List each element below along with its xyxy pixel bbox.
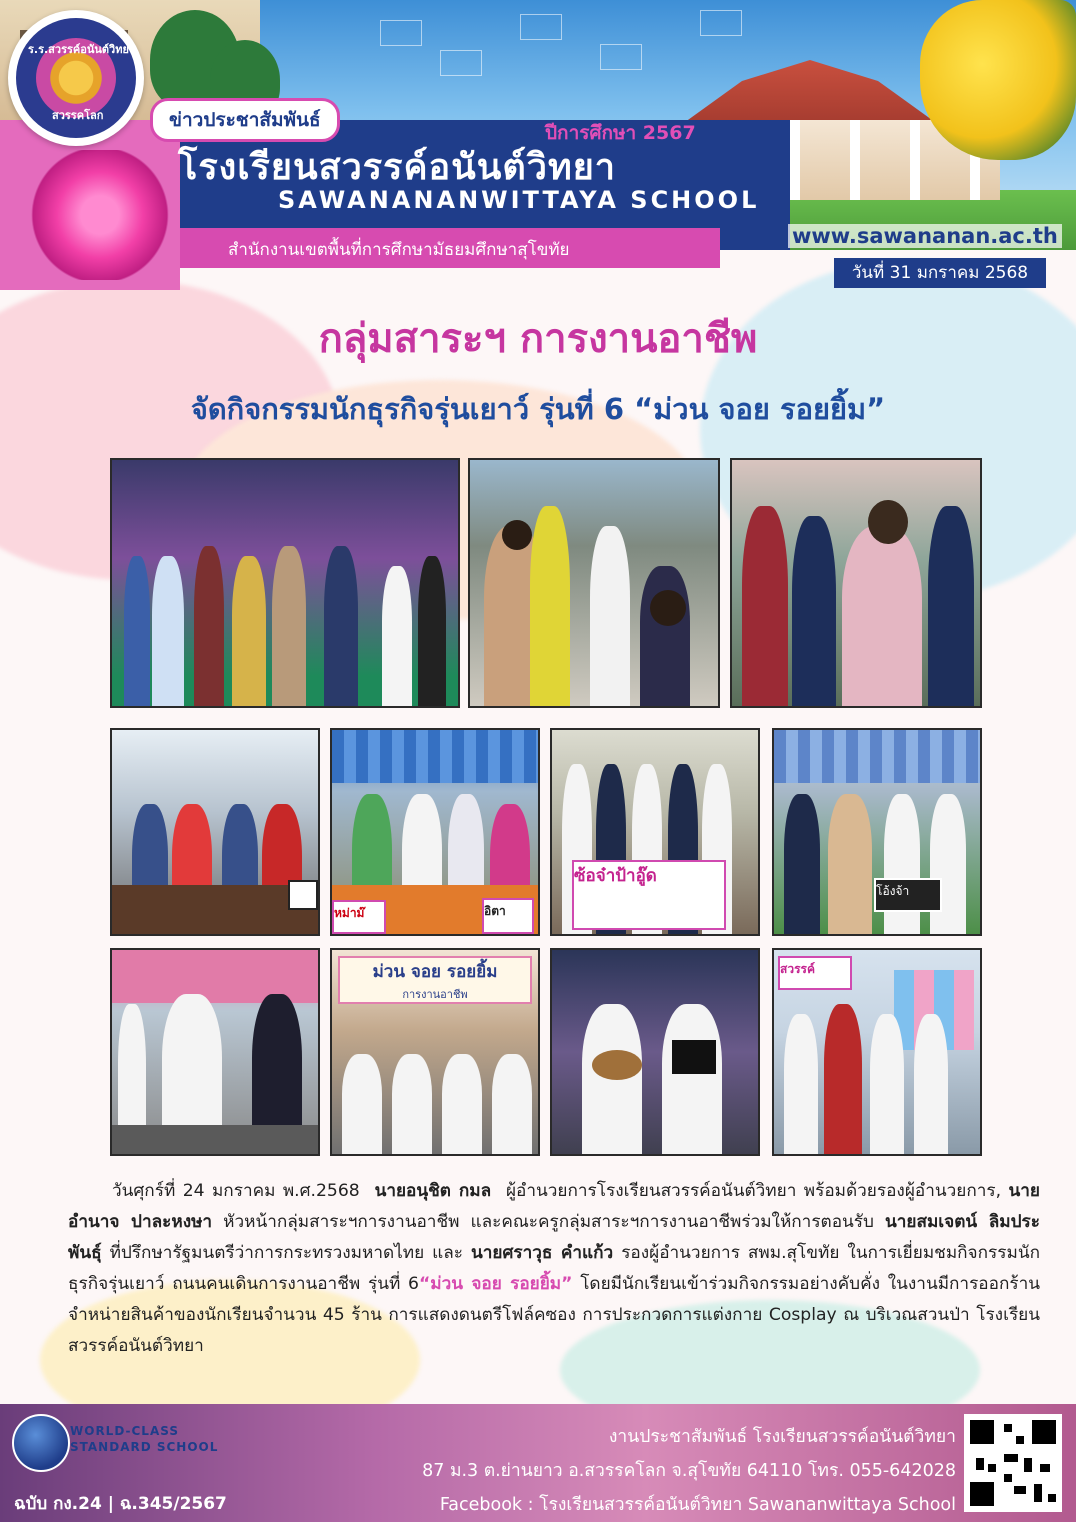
hex-decoration xyxy=(600,44,642,70)
stall-sign-text: อิตา xyxy=(484,904,506,918)
event-banner-subtext: การงานอาชีพ xyxy=(402,988,468,1001)
person-name: นายสมเจตน์ ลิมประพันธุ์ xyxy=(68,1212,1040,1263)
person-name: นายศราวุธ คำแก้ว xyxy=(471,1243,614,1263)
qr-code-icon[interactable] xyxy=(964,1414,1062,1512)
pink-flower-decoration xyxy=(30,150,170,280)
academic-year: ปีการศึกษา 2567 xyxy=(545,122,696,144)
website-link[interactable]: www.sawananan.ac.th xyxy=(788,224,1062,248)
footer-pr-office: งานประชาสัมพันธ์ โรงเรียนสวรรค์อนันต์วิทยา xyxy=(608,1427,956,1447)
subheadline: จัดกิจกรรมนักธุรกิจรุ่นเยาว์ รุ่นที่ 6 “ม่วน จอย รอยยิ้ม” xyxy=(190,392,886,426)
body-text: รองผู้อำนวยการ สพม.สุโขทัย ในการเยี่ยมชมกิจกรรมนักธุรกิจรุ่นเยาว์ ถนนคนเดินการงานอาชีพ รุ่นที่ 6 xyxy=(68,1243,1040,1294)
news-date: วันที่ 31 มกราคม 2568 xyxy=(834,258,1046,288)
photo-event-banner xyxy=(330,948,540,1156)
issue-number: ฉบับ กง.24 | ฉ.345/2567 xyxy=(14,1494,227,1514)
stall-sign-text: ซ้อจ๋าป้าอู๊ด xyxy=(574,866,657,886)
hex-decoration xyxy=(380,20,422,46)
hex-decoration xyxy=(700,10,742,36)
body-text: วันศุกร์ที่ 24 มกราคม พ.ศ.2568 xyxy=(112,1181,360,1201)
news-body xyxy=(68,1176,1040,1362)
photo-stall-4 xyxy=(772,728,982,936)
news-label: ข่าวประชาสัมพันธ์ xyxy=(150,98,340,142)
hex-decoration xyxy=(440,50,482,76)
person-name: นายอนุชิต กมล xyxy=(374,1181,492,1201)
footer-address: 87 ม.3 ต.ย่านยาว อ.สวรรคโลก จ.สุโขทัย 64110 โทร. 055-642028 xyxy=(422,1461,956,1481)
photo-stall-2 xyxy=(330,728,540,936)
body-text: หัวหน้ากลุ่มสาระฯการงานอาชีพ และคณะครูกลุ่มสาระฯการงานอาชีพร่วมให้การตอนรับ xyxy=(223,1212,874,1232)
hex-decoration xyxy=(520,14,562,40)
globe-icon xyxy=(12,1414,70,1472)
footer-facebook[interactable]: Facebook : โรงเรียนสวรรค์อนันต์วิทยา Sawananwittaya School xyxy=(439,1495,956,1515)
world-class-label: WORLD-CLASS xyxy=(70,1424,179,1438)
photo-folk-music xyxy=(550,948,760,1156)
headline: กลุ่มสาระฯ การงานอาชีพ xyxy=(318,316,758,362)
header-banner xyxy=(0,0,1076,290)
body-text: โดยมีนักเรียนเข้าร่วมกิจกรรมอย่างคับคั่ง ในงานมีการออกร้านจำหน่ายสินค้าของนักเรียนจำนวน 45 ร้าน การแสดงดนตรีโฟล์คซอง การประกวดการแต่งกาย Cosplay ณ บริเวณสวนป่า โรงเรียนสวรรค์อนันต์วิทยา xyxy=(68,1274,1040,1356)
photo-cosplay-students xyxy=(772,948,982,1156)
photo-director-visit xyxy=(468,458,720,708)
event-name: “ม่วน จอย รอยยิ้ม” xyxy=(419,1274,573,1294)
body-text: ผู้อำนวยการโรงเรียนสวรรค์อนันต์วิทยา พร้อมด้วยรองผู้อำนวยการ, xyxy=(505,1181,1002,1201)
photo-cosplay-group xyxy=(110,458,460,708)
stall-sign-text: หม่าม๊ xyxy=(334,906,365,920)
yellow-flower-tree xyxy=(920,0,1076,160)
photo-grill-stall xyxy=(110,948,320,1156)
photo-guest-welcome xyxy=(730,458,982,708)
photo-sign-text: สวรรค์ xyxy=(780,962,815,976)
school-logo xyxy=(8,10,144,146)
person-name: นายอำนาจ ปาละหงษา xyxy=(68,1181,1040,1232)
education-office: สำนักงานเขตพื้นที่การศึกษามัธยมศึกษาสุโขทัย xyxy=(228,240,570,260)
photo-stall-3 xyxy=(550,728,760,936)
logo-top-text: ร.ร.สวรรค์อนันต์วิทยา xyxy=(28,43,136,56)
photo-stall-1 xyxy=(110,728,320,936)
event-banner-text: ม่วน จอย รอยยิ้ม xyxy=(372,962,498,982)
stall-sign-text: โอ้งจ้า xyxy=(876,884,910,898)
music-stand xyxy=(672,1040,716,1074)
world-class-label: STANDARD SCHOOL xyxy=(70,1440,219,1454)
school-name-thai: โรงเรียนสวรรค์อนันต์วิทยา xyxy=(178,147,617,188)
footer xyxy=(0,1404,1076,1522)
school-name-english: SAWANANANWITTAYA SCHOOL xyxy=(278,186,760,214)
logo-bottom-text: สวรรคโลก xyxy=(52,109,104,122)
body-text: ที่ปรึกษารัฐมนตรีว่าการกระทรวงมหาดไทย และ xyxy=(109,1243,464,1263)
guitar-icon xyxy=(592,1050,642,1080)
stall-sign xyxy=(288,880,318,910)
